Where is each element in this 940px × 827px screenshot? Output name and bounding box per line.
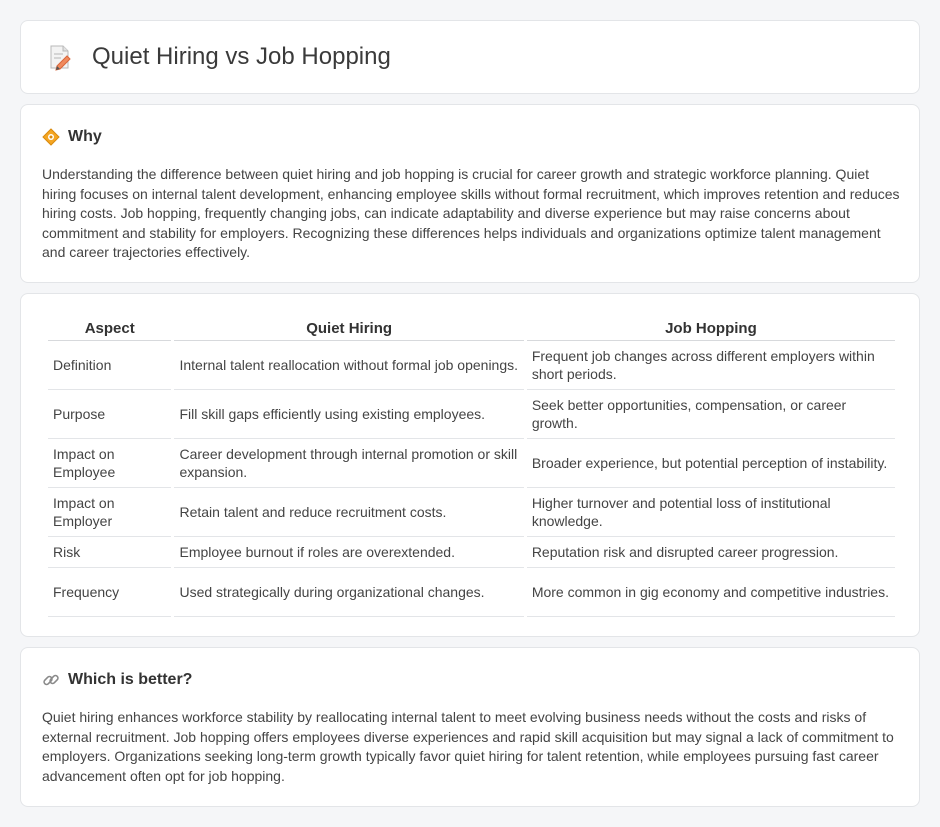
row-job-hopping: Broader experience, but potential perception of instability. [527, 439, 895, 488]
table-row [48, 537, 895, 568]
row-job-hopping: Higher turnover and potential loss of institutional knowledge. [527, 488, 895, 537]
which-better-card [20, 647, 920, 807]
header-quiet-hiring: Quiet Hiring [174, 314, 523, 341]
which-better-text: Quiet hiring enhances workforce stability by reallocating internal talent to meet evolving business needs without the costs and risks of external recruitment. Job hopping offers employees diverse experiences and rapid skill acquisition but may signal a lack of commitment to employers. Organizations seeking long-term growth typically favor quiet hiring for talent retention, while employees pursuing fast career advancement often opt for job hopping. [42, 709, 894, 784]
row-aspect: Frequency [48, 568, 171, 617]
row-aspect: Impact on Employee [48, 439, 171, 488]
row-aspect: Impact on Employer [48, 488, 171, 537]
table-row [48, 439, 895, 488]
table-row [48, 488, 895, 537]
why-card [20, 104, 920, 283]
row-aspect: Definition [48, 341, 171, 390]
link-icon [42, 671, 60, 689]
header-aspect: Aspect [48, 314, 171, 341]
row-aspect: Risk [48, 537, 171, 568]
table-header-row [48, 314, 895, 341]
row-quiet-hiring: Retain talent and reduce recruitment costs. [174, 488, 523, 537]
document-pencil-icon [48, 43, 72, 71]
row-job-hopping: Seek better opportunities, compensation, or career growth. [527, 390, 895, 439]
table-row [48, 341, 895, 390]
row-job-hopping: More common in gig economy and competitive industries. [527, 568, 895, 617]
why-text: Understanding the difference between quiet hiring and job hopping is crucial for career growth and strategic workforce planning. Quiet hiring focuses on internal talent development, enhancing employee skills without formal recruitment, which improves retention and reduces hiring costs. Job hopping, frequently changing jobs, can indicate adaptability and diverse experience but may raise concerns about commitment and stability for employers. Recognizing these differences helps individuals and organizations optimize talent management and career trajectories effectively. [42, 166, 900, 260]
why-heading: Why [68, 128, 102, 145]
row-quiet-hiring: Internal talent reallocation without formal job openings. [174, 341, 523, 390]
page-title: Quiet Hiring vs Job Hopping [92, 43, 391, 70]
table-row [48, 568, 895, 617]
row-quiet-hiring: Used strategically during organizational changes. [174, 568, 523, 617]
row-job-hopping: Frequent job changes across different employers within short periods. [527, 341, 895, 390]
table-row [48, 390, 895, 439]
title-card [20, 20, 920, 94]
header-job-hopping: Job Hopping [527, 314, 895, 341]
row-aspect: Purpose [48, 390, 171, 439]
row-quiet-hiring: Career development through internal promotion or skill expansion. [174, 439, 523, 488]
row-quiet-hiring: Employee burnout if roles are overextended. [174, 537, 523, 568]
comparison-card [20, 293, 920, 637]
which-better-heading: Which is better? [68, 671, 193, 688]
row-quiet-hiring: Fill skill gaps efficiently using existing employees. [174, 390, 523, 439]
row-job-hopping: Reputation risk and disrupted career progression. [527, 537, 895, 568]
comparison-table [45, 314, 898, 617]
diamond-warning-icon [42, 128, 60, 146]
